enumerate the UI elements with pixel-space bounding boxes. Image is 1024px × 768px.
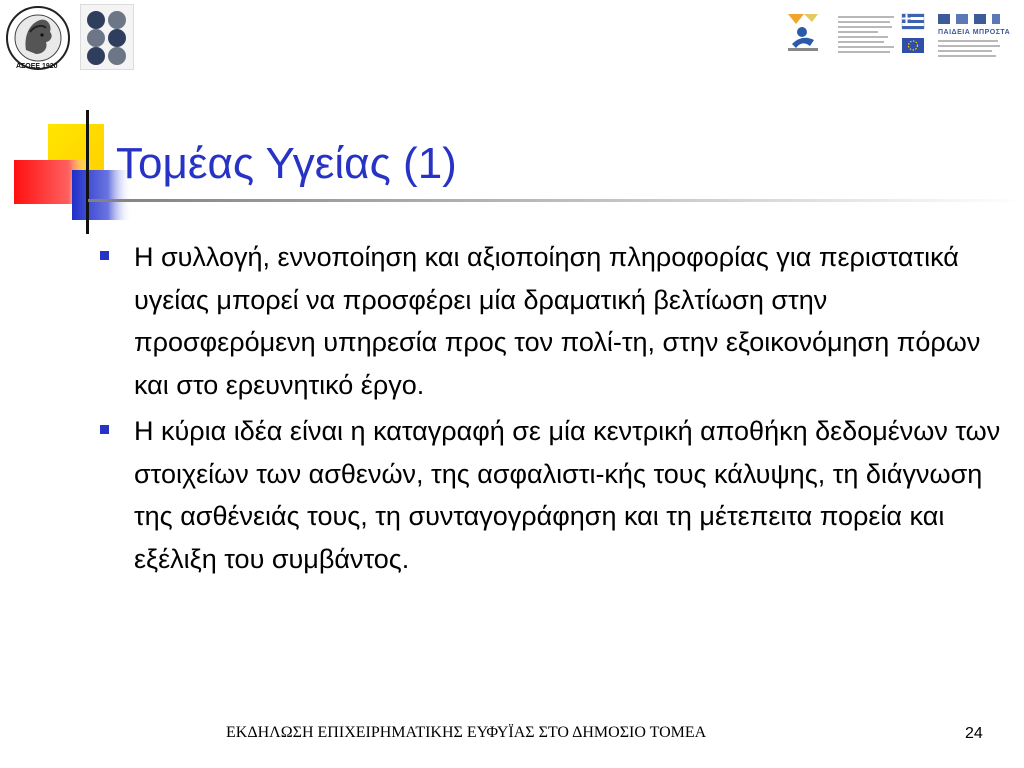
paideia-logo-text: ΠΑΙΔΕΙΑ ΜΠΡΟΣΤΑ [938,29,1011,36]
title-underline [88,199,1024,202]
square-bullet-icon [100,425,109,434]
epeaek-eu-logo [832,12,928,58]
footer-text: ΕΚΔΗΛΩΣΗ ΕΠΙΧΕΙΡΗΜΑΤΙΚΗΣ ΕΥΦΥΪΑΣ ΣΤΟ ΔΗΜΟΣΙΟ ΤΟΜΕΑ [226,724,707,741]
bullet-text: Η κύρια ιδέα είναι η καταγραφή σε μία κεντρική αποθήκη δεδομένων των στοιχείων των ασθενών, της ασφαλιστι-κής τους κάλυψης, τη διάγνωση της ασθένειάς τους, τη συνταγογράφηση και τη μέτεπειτα πορεία και εξέλιξη του συμβάντος. [134,416,1001,574]
bullet-text: Η συλλογή, εννοποίηση και αξιοποίηση πληροφορίας για περιστατικά υγείας μπορεί να προσφέρει μία δραματική βελτίωση στην προσφερόμενη υπηρεσία προς τον πολί-τη, στην εξοικονόμηση πόρων και στο ερευνητικό έργο. [134,242,981,400]
aspe-caption: ΑΣΟΕΕ 1920 [16,63,58,70]
dots-logo [80,4,134,70]
list-item [100,410,1005,580]
olympic-logo [782,10,830,56]
paideia-logo [934,12,1011,58]
page-number: 24 [965,725,983,742]
bullet-list [100,236,1005,584]
list-item [100,236,1005,406]
slide-title: Τομέας Υγείας (1) [116,139,457,188]
aspe-seal-logo [4,2,72,76]
square-bullet-icon [100,251,109,260]
